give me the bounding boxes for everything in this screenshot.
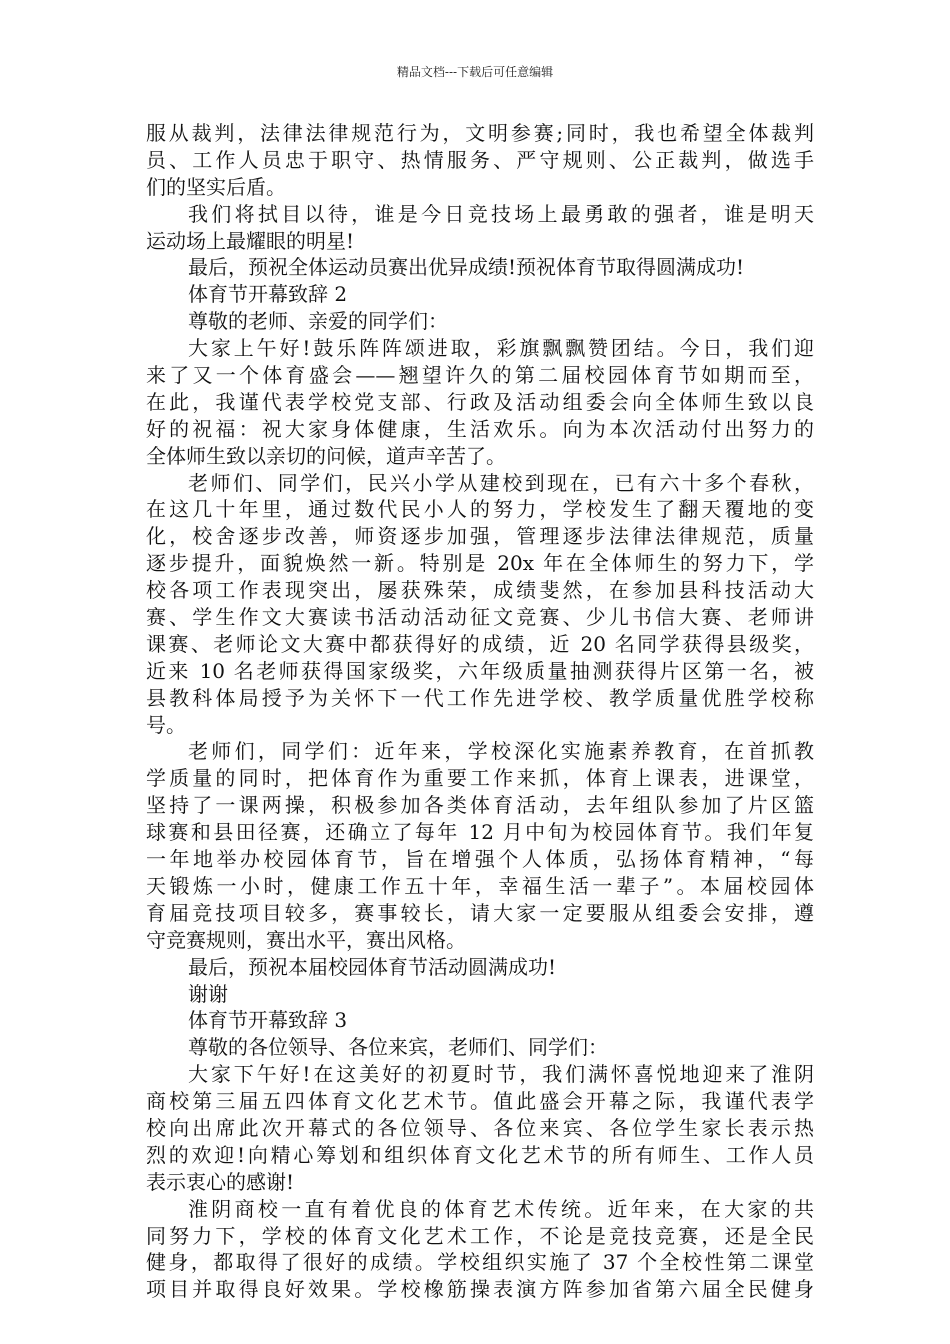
text-line: 服从裁判，法律法律规范行为，文明参赛;同时，我也希望全体裁判 (146, 121, 814, 145)
text-line: 育届竞技项目较多，赛事较长，请大家一定要服从组委会安排，遵 (146, 900, 814, 925)
text-line: 一年地举办校园体育节，旨在增强个人体质，弘扬体育精神，“每 (146, 847, 814, 872)
text-line: 球赛和县田径赛，还确立了每年 12 月中旬为校园体育节。我们年复 (146, 820, 814, 845)
text-line: 校各项工作表现突出，屡获殊荣，成绩斐然，在参加县科技活动大 (146, 578, 814, 603)
text-line: 学质量的同时，把体育作为重要工作来抓，体育上课表，进课堂， (146, 766, 814, 791)
text-line: 烈的欢迎!向精心筹划和组织体育文化艺术节的所有师生、工作人员 (146, 1142, 814, 1167)
text-line: 近来 10 名老师获得国家级奖，六年级质量抽测获得片区第一名，被 (146, 658, 814, 683)
text-line: 员、工作人员忠于职守、热情服务、严守规则、公正裁判，做选手 (146, 147, 814, 172)
text-line: 校向出席此次开幕式的各位领导、各位来宾、各位学生家长表示热 (146, 1115, 814, 1140)
text-line: 体育节开幕致辞 3 (188, 1008, 348, 1033)
text-line: 老师们，同学们：近年来，学校深化实施素养教育，在首抓教 (188, 739, 814, 764)
text-line: 商校第三届五四体育文化艺术节。值此盛会开幕之际，我谨代表学 (146, 1089, 814, 1114)
text-line: 大家下午好!在这美好的初夏时节，我们满怀喜悦地迎来了淮阴 (188, 1062, 814, 1087)
text-line: 健身，都取得了很好的成绩。学校组织实施了 37 个全校性第二课堂 (146, 1250, 814, 1275)
text-line: 好的祝福：祝大家身体健康，生活欢乐。向为本次活动付出努力的 (146, 416, 814, 441)
text-line: 课赛、老师论文大赛中都获得好的成绩，近 20 名同学获得县级奖， (146, 631, 814, 656)
text-line: 天锻炼一小时，健康工作五十年，幸福生活一辈子”。本届校园体 (146, 873, 814, 898)
text-line: 大家上午好!鼓乐阵阵颂进取，彩旗飘飘赞团结。今日，我们迎 (188, 336, 814, 361)
text-line: 最后，预祝全体运动员赛出优异成绩!预祝体育节取得圆满成功! (188, 255, 745, 280)
text-line: 老师们、同学们，民兴小学从建校到现在，已有六十多个春秋， (188, 470, 814, 495)
text-line: 守竞赛规则，赛出水平，赛出风格。 (146, 927, 466, 952)
text-line: 在此，我谨代表学校党支部、行政及活动组委会向全体师生致以良 (146, 389, 814, 414)
page-header: 精品文档---下载后可任意编辑 (396, 65, 554, 79)
text-line: 表示衷心的感谢! (146, 1169, 295, 1194)
text-line: 尊敬的老师、亲爱的同学们： (188, 309, 448, 334)
text-line: 谢谢 (188, 981, 228, 1006)
text-line: 淮阴商校一直有着优良的体育艺术传统。近年来，在大家的共 (188, 1196, 814, 1221)
text-line: 们的坚实后盾。 (146, 174, 286, 199)
text-line: 逐步提升，面貌焕然一新。特别是 20x 年在全体师生的努力下，学 (146, 551, 814, 576)
text-line: 赛、学生作文大赛读书活动活动征文竞赛、少儿书信大赛、老师讲 (146, 605, 814, 630)
text-line: 体育节开幕致辞 2 (188, 282, 348, 307)
text-line: 最后，预祝本届校园体育节活动圆满成功! (188, 954, 557, 979)
text-line: 我们将拭目以待，谁是今日竞技场上最勇敢的强者，谁是明天 (188, 201, 814, 226)
text-line: 尊敬的各位领导、各位来宾，老师们、同学们： (188, 1035, 608, 1060)
text-line: 号。 (146, 712, 186, 737)
text-line: 县教科体局授予为关怀下一代工作先进学校、教学质量优胜学校称 (146, 685, 814, 710)
text-line: 化，校舍逐步改善，师资逐步加强，管理逐步法律法律规范，质量 (146, 524, 814, 549)
document-body (146, 120, 814, 1303)
text-line: 在这几十年里，通过数代民小人的努力，学校发生了翻天覆地的变 (146, 497, 814, 522)
text-line: 项目并取得良好效果。学校橡筋操表演方阵参加省第六届全民健身 (146, 1277, 814, 1302)
text-line: 同努力下，学校的体育文化艺术工作，不论是竞技竞赛，还是全民 (146, 1223, 814, 1248)
text-line: 全体师生致以亲切的问候，道声辛苦了。 (146, 443, 506, 468)
text-line: 运动场上最耀眼的明星! (146, 228, 355, 253)
text-line: 来了又一个体育盛会——翘望许久的第二届校园体育节如期而至， (146, 363, 814, 388)
text-line: 坚持了一课两操，积极参加各类体育活动，去年组队参加了片区篮 (146, 793, 814, 818)
